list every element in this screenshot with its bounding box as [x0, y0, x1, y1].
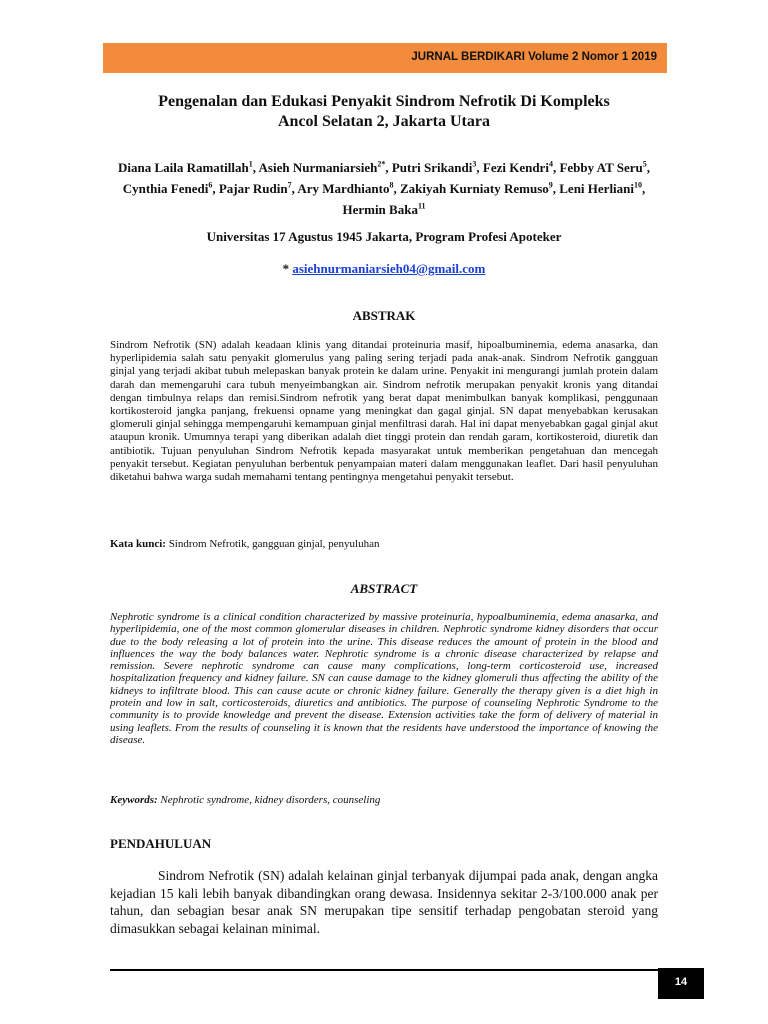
- email-asterisk: *: [282, 261, 293, 276]
- pendahuluan-heading: PENDAHULUAN: [110, 836, 212, 851]
- keywords-values: Nephrotic syndrome, kidney disorders, counseling: [157, 794, 381, 806]
- journal-name: JURNAL BERDIKARI Volume 2 Nomor 1 2019: [411, 51, 657, 63]
- author-affiliation-mark: 10: [634, 180, 643, 190]
- author-affiliation-mark: 5: [642, 159, 647, 169]
- kata-kunci: [110, 538, 658, 550]
- paper-title-line-1: Pengenalan dan Edukasi Penyakit Sindrom Nefrotik Di Kompleks: [158, 93, 610, 110]
- author-affiliation-mark: 9: [548, 180, 553, 190]
- author-affiliation-mark: 8: [389, 180, 394, 190]
- author-separator: ,: [212, 181, 219, 196]
- paper-title-line-2: Ancol Selatan 2, Jakarta Utara: [278, 113, 490, 130]
- author-name: Putri Srikandi: [391, 160, 473, 175]
- author-name: Ary Mardhianto: [297, 181, 390, 196]
- kata-kunci-values: Sindrom Nefrotik, gangguan ginjal, penyuluhan: [165, 538, 380, 550]
- author-affiliation-mark: 1: [248, 159, 253, 169]
- abstrak-heading: ABSTRAK: [352, 308, 416, 323]
- author-name: Leni Herliani: [559, 181, 635, 196]
- author: [123, 181, 219, 196]
- author: [559, 160, 650, 175]
- abstract-body: Nephrotic syndrome is a clinical condition characterized by massive proteinuria, hypoalbuminemia, edema anasarka, and hyperlipidemia, one of the most common glomerular diseases in children. Nephrotic syndrome kidney disorders that occur due to the body releasing a lot of protein into the urine. This disease reduces the amount of protein in the blood and influences the way the body balances water. Nephrotic syndrome is a chronic disease characterized by relapse and remission. Severe nephrotic syndrome can cause many complications, long-term corticosteroid use, increased hospitalization frequency and kidney failure. SN can cause damage to the kidney glomeruli thus affecting the ability of the kidneys to infiltrate blood. This can cause acute or chronic kidney failure. Generally the therapy given is a diet high in protein and low in salt, corticosteroids, diuretics and antibiotics. The purpose of counseling Nephrotic Syndrome to the community is to provide knowledge and prevent the disease. Extension activities take the form of delivery of material in using leaflets. From the results of counseling it is known that the residents have understood the importance of knowing the disease.: [110, 611, 658, 746]
- author: [219, 181, 298, 196]
- pendahuluan-body: [110, 867, 658, 937]
- author: [400, 181, 559, 196]
- page-number-box: [658, 968, 704, 999]
- author-affiliation-mark: 2*: [377, 159, 386, 169]
- author-separator: ,: [646, 160, 651, 175]
- keywords: [110, 794, 658, 806]
- author-separator: ,: [552, 181, 560, 196]
- journal-header-bar: [103, 43, 667, 73]
- author-separator: ,: [642, 181, 646, 196]
- footer-rule: [110, 969, 658, 971]
- author: [559, 181, 645, 196]
- author-name: Fezi Kendri: [482, 160, 549, 175]
- author-affiliation-mark: 4: [548, 159, 553, 169]
- author-list: [100, 157, 668, 220]
- author: [342, 202, 425, 217]
- author-affiliation-mark: 11: [417, 201, 426, 211]
- paper-title: [90, 92, 678, 132]
- kata-kunci-label: Kata kunci:: [110, 538, 166, 550]
- author-separator: ,: [476, 160, 483, 175]
- author-name: Febby AT Seru: [559, 160, 643, 175]
- author: [392, 160, 483, 175]
- author-name: Hermin Baka: [342, 202, 418, 217]
- author-name: Cynthia Fenedi: [122, 181, 209, 196]
- corresponding-email: [100, 261, 668, 277]
- author-separator: ,: [552, 160, 560, 175]
- author-affiliation-mark: 6: [208, 180, 213, 190]
- author-separator: ,: [291, 181, 298, 196]
- author: [259, 160, 392, 175]
- author-name: Asieh Nurmaniarsieh: [258, 160, 378, 175]
- author: [483, 160, 560, 175]
- author-name: Zakiyah Kurniaty Remuso: [399, 181, 549, 196]
- email-link[interactable]: asiehnurmaniarsieh04@gmail.com: [292, 261, 486, 276]
- abstrak-body: Sindrom Nefrotik (SN) adalah keadaan klinis yang ditandai proteinuria masif, hipoalbuminemia, edema anasarka, dan hyperlipidemia salah satu penyakit glomerulus yang paling sering terjadi pada anak-anak. Sindrom Nefrotik gangguan ginjal yang terjadi akibat tubuh melepaskan banyak protein ke dalam urine. Penyakit ini mengurangi jumlah protein dalam darah dan memengaruhi cara tubuh menyeimbangkan air. Sindrom nefrotik merupakan penyakit kronis yang ditandai dengan timbulnya relaps dan remisi.Sindrom nefrotik yang berat dapat menimbulkan banyak komplikasi, penggunaan kortikosteroid jangka panjang, frekuensi opname yang meningkat dan gagal ginjal. SN dapat menyebabkan kerusakan glomeruli ginjal sehingga mempengaruhi kemampuan ginjal menfiltrasi darah. Hal ini dapat menyebabkan gagal ginjal akut ataupun kronik. Umumnya terapi yang diberikan adalah diet tinggi protein dan rendah garam, kortikosteroid, diuretik dan antibiotik. Tujuan penyuluhan Sindrom Nefrotik kepada masyarakat untuk memberikan pengetahuan dan mencegah penyakit tersebut. Kegiatan penyuluhan berbentuk penyampaian materi dalam menggunakan leaflet. Dari hasil penyuluhan diketahui bahwa warga sudah memahami tentang pentingnya mengetahui penyakit tersebut.: [110, 339, 658, 484]
- author-name: Pajar Rudin: [218, 181, 288, 196]
- author: [297, 181, 400, 196]
- page-number: 14: [674, 976, 688, 988]
- pendahuluan-text: Sindrom Nefrotik (SN) adalah kelainan ginjal terbanyak dijumpai pada anak, dengan angka kejadian 15 kali lebih banyak dibandingkan orang dewasa. Insidennya sekitar 2-3/100.000 anak per tahun, dan sebagian besar anak SN merupakan tipe sensitif terhadap pengobatan steroid yang dimasukkan sebagai kelainan minimal.: [110, 868, 658, 936]
- author-name: Diana Laila Ramatillah: [117, 160, 249, 175]
- keywords-label: Keywords:: [110, 794, 158, 806]
- author: [118, 160, 259, 175]
- affiliation: Universitas 17 Agustus 1945 Jakarta, Program Profesi Apoteker: [206, 229, 562, 244]
- author-separator: ,: [393, 181, 400, 196]
- author-affiliation-mark: 3: [472, 159, 477, 169]
- author-separator: ,: [385, 160, 392, 175]
- author-affiliation-mark: 7: [287, 180, 292, 190]
- abstract-heading: ABSTRACT: [350, 581, 418, 596]
- author-separator: ,: [252, 160, 259, 175]
